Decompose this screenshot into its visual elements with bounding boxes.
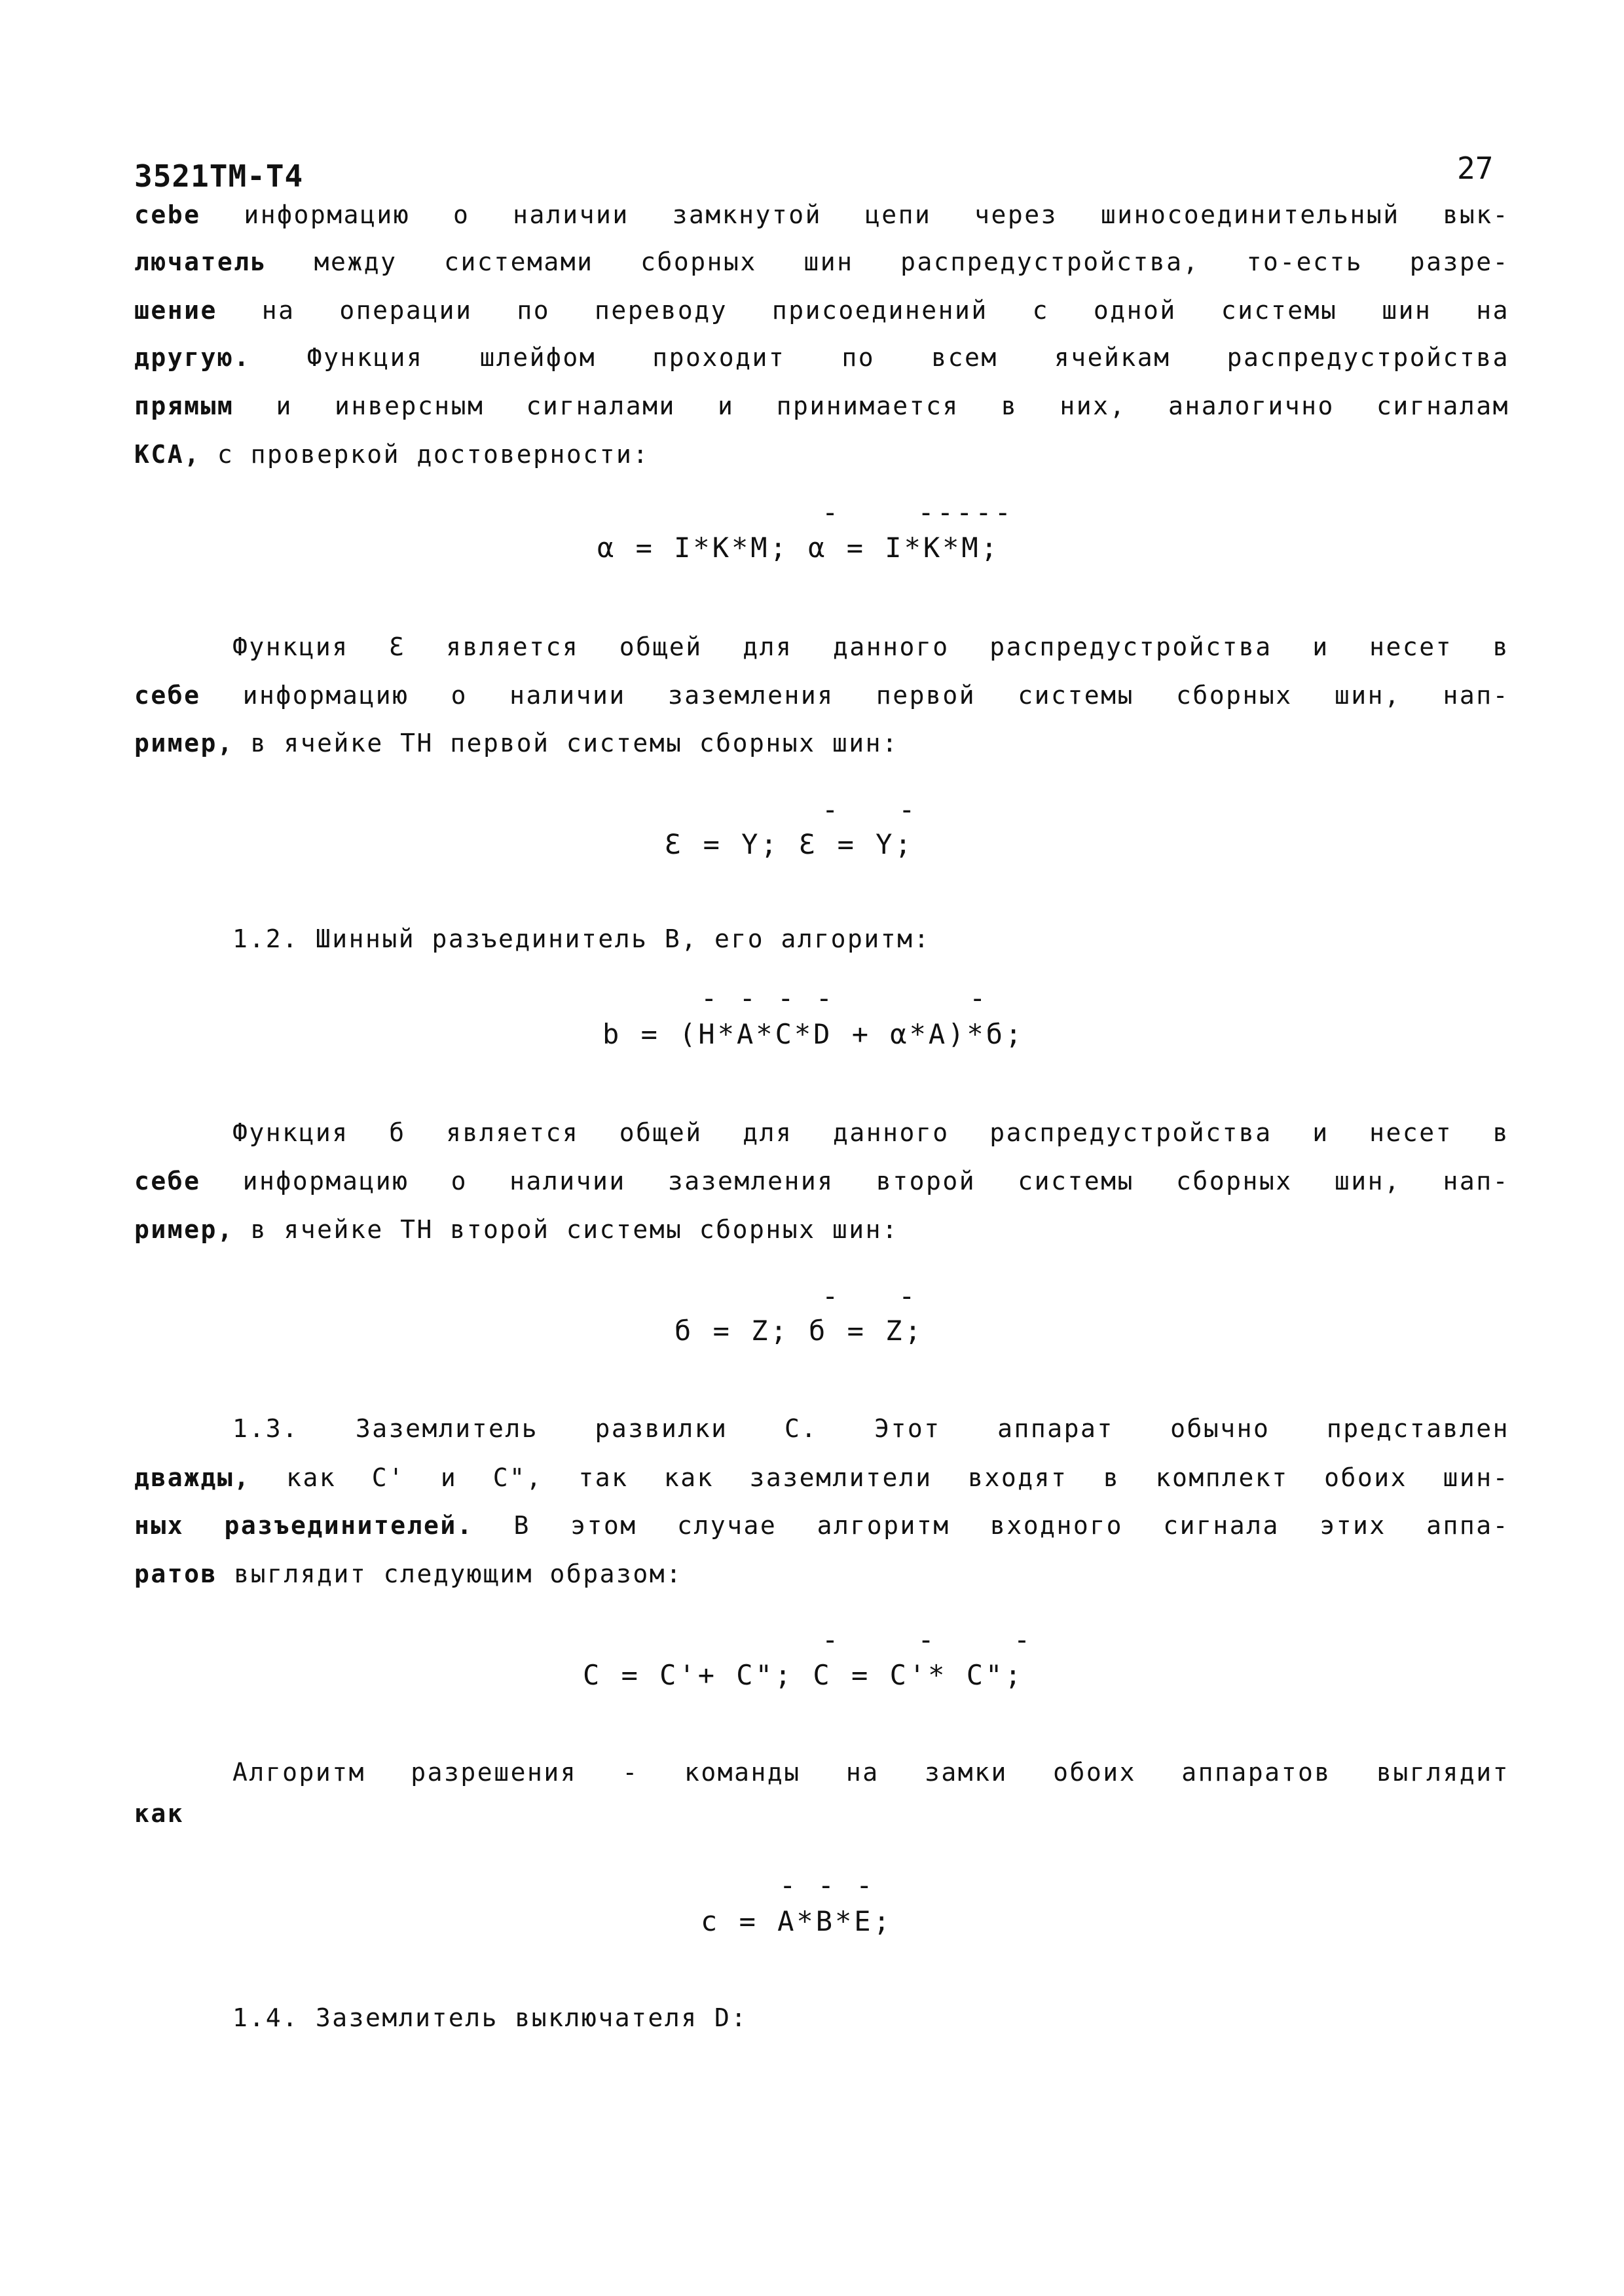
para4-line-1: Алгоритм разрешения - команды на замки обоих аппаратов выглядит	[232, 1758, 1509, 1787]
para1-word: прямым	[134, 392, 234, 420]
formula1: α = I*K*M; α = I*K*M;	[597, 532, 1001, 564]
page-number: 27	[1457, 151, 1494, 186]
section-1-3-word: ных разъединителей.	[134, 1511, 474, 1540]
para1-line-1	[134, 200, 1509, 229]
formula5-overbars: - - -	[822, 1624, 1033, 1656]
para3-text: информацию о наличии заземления второй системы сборных шин, нап-	[242, 1167, 1509, 1195]
section-1-3-text: выглядит следующим образом:	[234, 1559, 683, 1588]
para2-word: ример,	[134, 729, 234, 757]
para2-line-1: Функция Ɛ является общей для данного распредустройства и несет в	[232, 632, 1509, 661]
formula1-overbars: - -----	[822, 496, 1014, 528]
section-1-3-line-4	[134, 1559, 1509, 1588]
para1-text: информацию о наличии замкнутой цепи через шиносоединительный вык-	[244, 200, 1509, 229]
formula6-overbars: - - -	[779, 1869, 876, 1901]
para3-line-1: Функция б является общей для данного распредустройства и несет в	[232, 1118, 1509, 1147]
para2-text: в ячейке ТН первой системы сборных шин:	[250, 729, 899, 757]
section-1-4: 1.4. Заземлитель выключателя D:	[232, 2003, 748, 2032]
formula3-overbars: - - - - -	[701, 982, 989, 1014]
para1-text: с проверкой достоверности:	[217, 440, 650, 469]
section-1-2: 1.2. Шинный разъединитель В, его алгоритм:	[232, 924, 931, 953]
para3-word: ример,	[134, 1215, 234, 1244]
formula4-overbars: - -	[822, 1280, 918, 1312]
formula5: C = C'+ C"; C = C'* C";	[583, 1659, 1024, 1691]
para1-word: шение	[134, 296, 217, 325]
formula6: c = A*B*E;	[701, 1905, 893, 1937]
para1-line-5	[134, 392, 1509, 420]
para3-word: себе	[134, 1167, 201, 1195]
para1-word: сеbе	[134, 200, 201, 229]
para2-word: себе	[134, 681, 201, 710]
formula4: б = Z; б = Z;	[674, 1315, 924, 1347]
para4-line-2: как	[134, 1799, 185, 1828]
para1-word: другую.	[134, 343, 251, 372]
section-1-3-line-2	[134, 1463, 1509, 1492]
section-1-3-text: как С' и С", так как заземлители входят в комплект обоих шин-	[286, 1463, 1509, 1492]
formula3: b = (H*A*C*D + α*A)*б;	[602, 1018, 1025, 1050]
para1-text: Функция шлейфом проходит по всем ячейкам распредустройства	[306, 343, 1509, 372]
para2-line-3	[134, 729, 1509, 757]
para3-text: в ячейке ТН второй системы сборных шин:	[250, 1215, 899, 1244]
para1-line-2	[134, 247, 1509, 276]
section-1-3-line-1: 1.3. Заземлитель развилки С. Этот аппарат обычно представлен	[232, 1414, 1509, 1443]
para1-word: КСА,	[134, 440, 201, 469]
para1-text: между системами сборных шин распредустройства, то-есть разре-	[314, 247, 1509, 276]
section-1-3-text: В этом случае алгоритм входного сигнала этих аппа-	[513, 1511, 1509, 1540]
para2-line-2	[134, 681, 1509, 710]
section-1-3-word: дважды,	[134, 1463, 251, 1492]
para1-word: лючатель	[134, 247, 268, 276]
para1-line-3	[134, 296, 1509, 325]
section-1-3-word: ратов	[134, 1559, 217, 1588]
formula2: Ɛ = Y; Ɛ = Y;	[665, 828, 914, 860]
para1-line-6	[134, 440, 1509, 469]
para3-line-2	[134, 1167, 1509, 1195]
formula2-overbars: - -	[822, 793, 918, 826]
para3-line-3	[134, 1215, 1509, 1244]
para1-text: на операции по переводу присоединений с одной системы шин на	[261, 296, 1509, 325]
para1-text: и инверсным сигналами и принимается в них, аналогично сигналам	[276, 392, 1509, 420]
section-1-3-line-3	[134, 1511, 1509, 1540]
para2-text: информацию о наличии заземления первой системы сборных шин, нап-	[242, 681, 1509, 710]
document-id: 3521TM-T4	[134, 158, 304, 194]
para1-line-4	[134, 343, 1509, 372]
